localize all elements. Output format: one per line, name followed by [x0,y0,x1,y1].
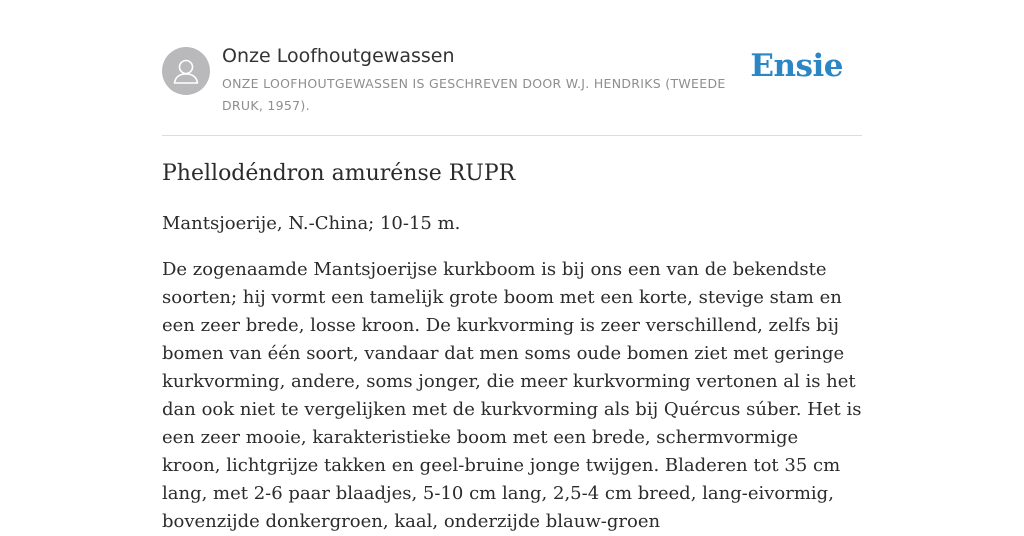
article-meta: Mantsjoerije, N.-China; 10-15 m. [162,213,461,234]
source-description: ONZE LOOFHOUTGEWASSEN IS GESCHREVEN DOOR W.J. HENDRIKS (TWEEDE DRUK, 1957). [222,76,726,113]
brand-logo[interactable]: Ensie [750,48,843,84]
article-title: Phellodéndron amurénse RUPR [162,161,516,186]
user-icon [162,47,210,95]
source-title[interactable]: Onze Loofhoutgewassen [222,45,455,67]
article [162,156,862,536]
source-header [162,40,862,136]
article-body: De zogenaamde Mantsjoerijse kurkboom is bij ons een van de bekendste soorten; hij vormt een tamelijk grote boom met een korte, stevige stam en een zeer brede, losse kroon. De kurkvorming is zeer verschillend, zelfs bij bomen van één soort, vandaar dat men soms oude bomen ziet met geringe kurkvorming, andere, soms jonger, die meer kurkvorming vertonen al is het dan ook niet te vergelijken met de kurkvorming als bij Quércus súber. Het is een zeer mooie, karakteristieke boom met een brede, schermvormige kroon, lichtgrijze takken en geel-bruine jonge twijgen. Bladeren tot 35 cm lang, met 2-6 paar blaadjes, 5-10 cm lang, 2,5-4 cm breed, lang-eivormig, bovenzijde donkergroen, kaal, onderzijde blauw-groen [162,259,862,532]
